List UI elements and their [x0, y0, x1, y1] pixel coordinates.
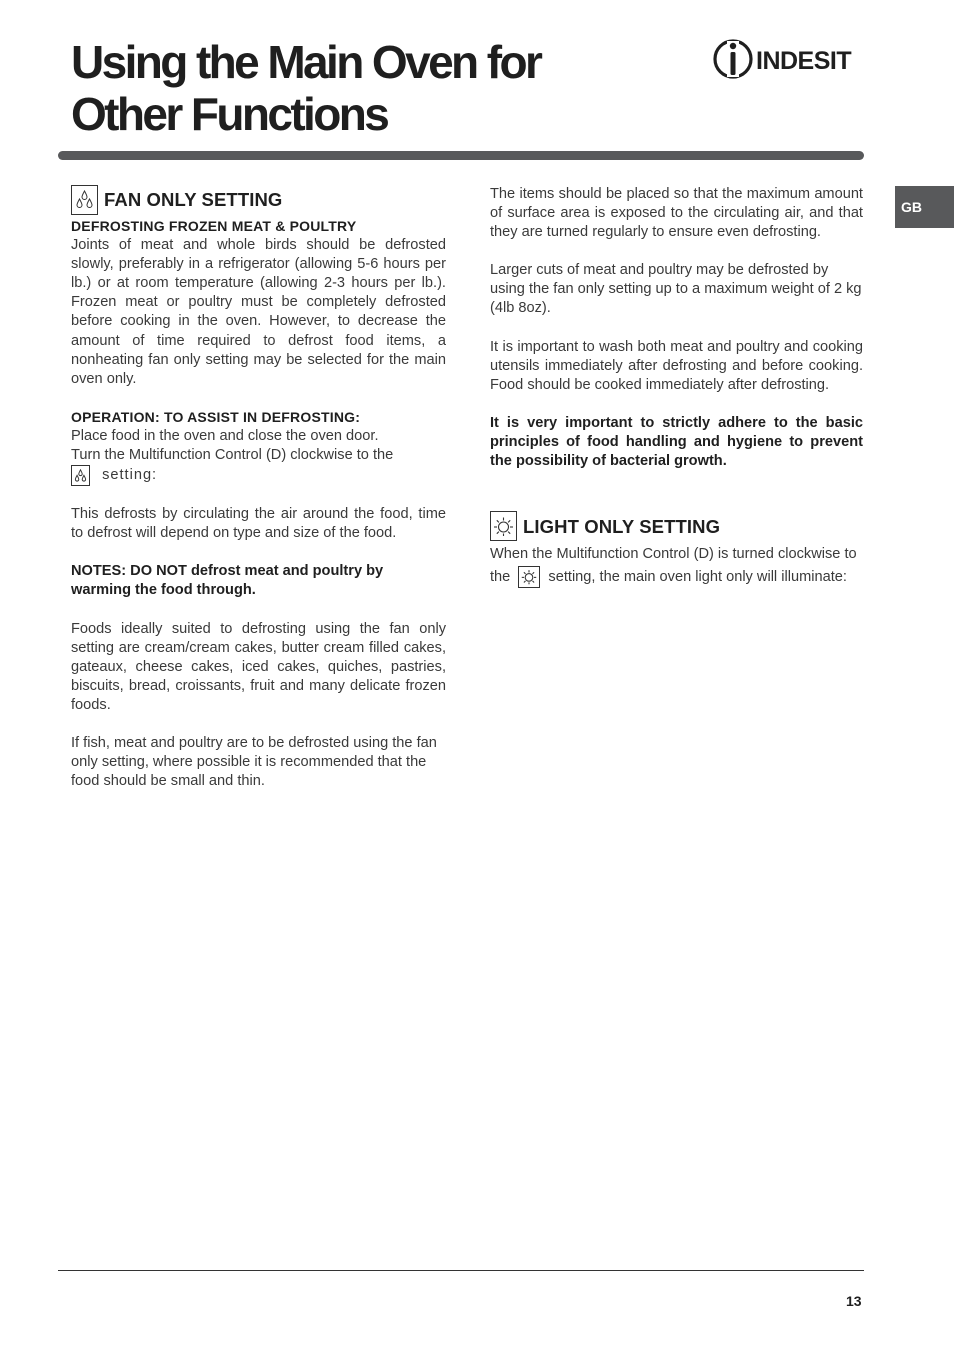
light-text-after: setting, the main oven light only will illuminate:: [548, 569, 847, 586]
fish-paragraph: If fish, meat and poultry are to be defrosted using the fan only setting, where possible it is recommended that the food should be small and thin.: [71, 734, 437, 790]
suited-foods-paragraph: Foods ideally suited to defrosting using the fan only setting are cream/cream cakes, butter cream filled cakes, gateaux, cheese cakes, iced cakes, quiches, pastries, biscuits, bread, croissants, fruit and many delicate frozen foods.: [71, 620, 446, 713]
indesit-logo: [712, 37, 866, 81]
hygiene-warning: It is very important to strictly adhere to the basic principles of food handling and hygiene to prevent the possibility of bacterial growth.: [490, 414, 863, 470]
operation-line1: Place food in the oven and close the oven door.: [71, 427, 379, 444]
header-rule: [58, 151, 864, 160]
larger-cuts-paragraph: Larger cuts of meat and poultry may be defrosted by using the fan only setting up to a maximum weight of 2 kg (4lb 8oz).: [490, 262, 862, 317]
fan-only-title: FAN ONLY SETTING: [104, 189, 283, 211]
light-text-before: When the Multifunction Control (D) is turned clockwise to the: [490, 546, 857, 586]
page-title-line1: Using the Main Oven for: [71, 36, 541, 88]
fan-only-heading: [71, 185, 446, 215]
page-number: 13: [846, 1293, 862, 1309]
circulation-paragraph: This defrosts by circulating the air around the food, time to defrost will depend on type and size of the food.: [71, 506, 446, 542]
page-title: [71, 36, 540, 140]
page-title-line2: Other Functions: [71, 88, 388, 140]
left-column: [71, 185, 446, 791]
defrosting-paragraph: Joints of meat and whole birds should be defrosted slowly, preferably in a refrigerator (allowing 5-6 hours per lb.) or at room temperature (allowing 2-3 hours per lb.). Frozen meat or poultry must be completely defrosted before cooking in the oven. However, to decrease the amount of time required to defrost food items, a nonheating fan only setting may be selected for the main oven only.: [71, 237, 446, 387]
defrosting-subheading: DEFROSTING FROZEN MEAT & POULTRY: [71, 218, 357, 234]
language-tab-label: GB: [901, 199, 922, 215]
oven-light-inline-icon: [518, 566, 540, 588]
operation-subheading: OPERATION: TO ASSIST IN DEFROSTING:: [71, 408, 361, 425]
svg-text:INDESIT: INDESIT: [756, 47, 852, 75]
footer-rule: [58, 1270, 864, 1271]
setting-word: setting:: [102, 467, 158, 484]
notes-warning: NOTES: DO NOT defrost meat and poultry by warming the food through.: [71, 563, 384, 599]
washing-paragraph: It is important to wash both meat and poultry and cooking utensils immediately after defrosting and before cooking. Food should be cooked immediately after defrosting.: [490, 338, 863, 393]
oven-light-icon: [490, 511, 517, 541]
defrost-drops-icon: [71, 185, 98, 215]
operation-line2: Turn the Multifunction Control (D) clockwise to the: [71, 447, 394, 464]
light-only-heading: [490, 511, 863, 541]
defrost-drops-inline-icon: [71, 465, 90, 486]
light-only-title: LIGHT ONLY SETTING: [523, 515, 721, 537]
right-column: [490, 185, 863, 589]
language-tab: [895, 186, 954, 228]
placement-paragraph: The items should be placed so that the maximum amount of surface area is exposed to the circulating air, and that they are turned regularly to ensure even defrosting.: [490, 186, 863, 241]
operation-line3: [71, 465, 446, 486]
light-paragraph: [490, 543, 863, 589]
